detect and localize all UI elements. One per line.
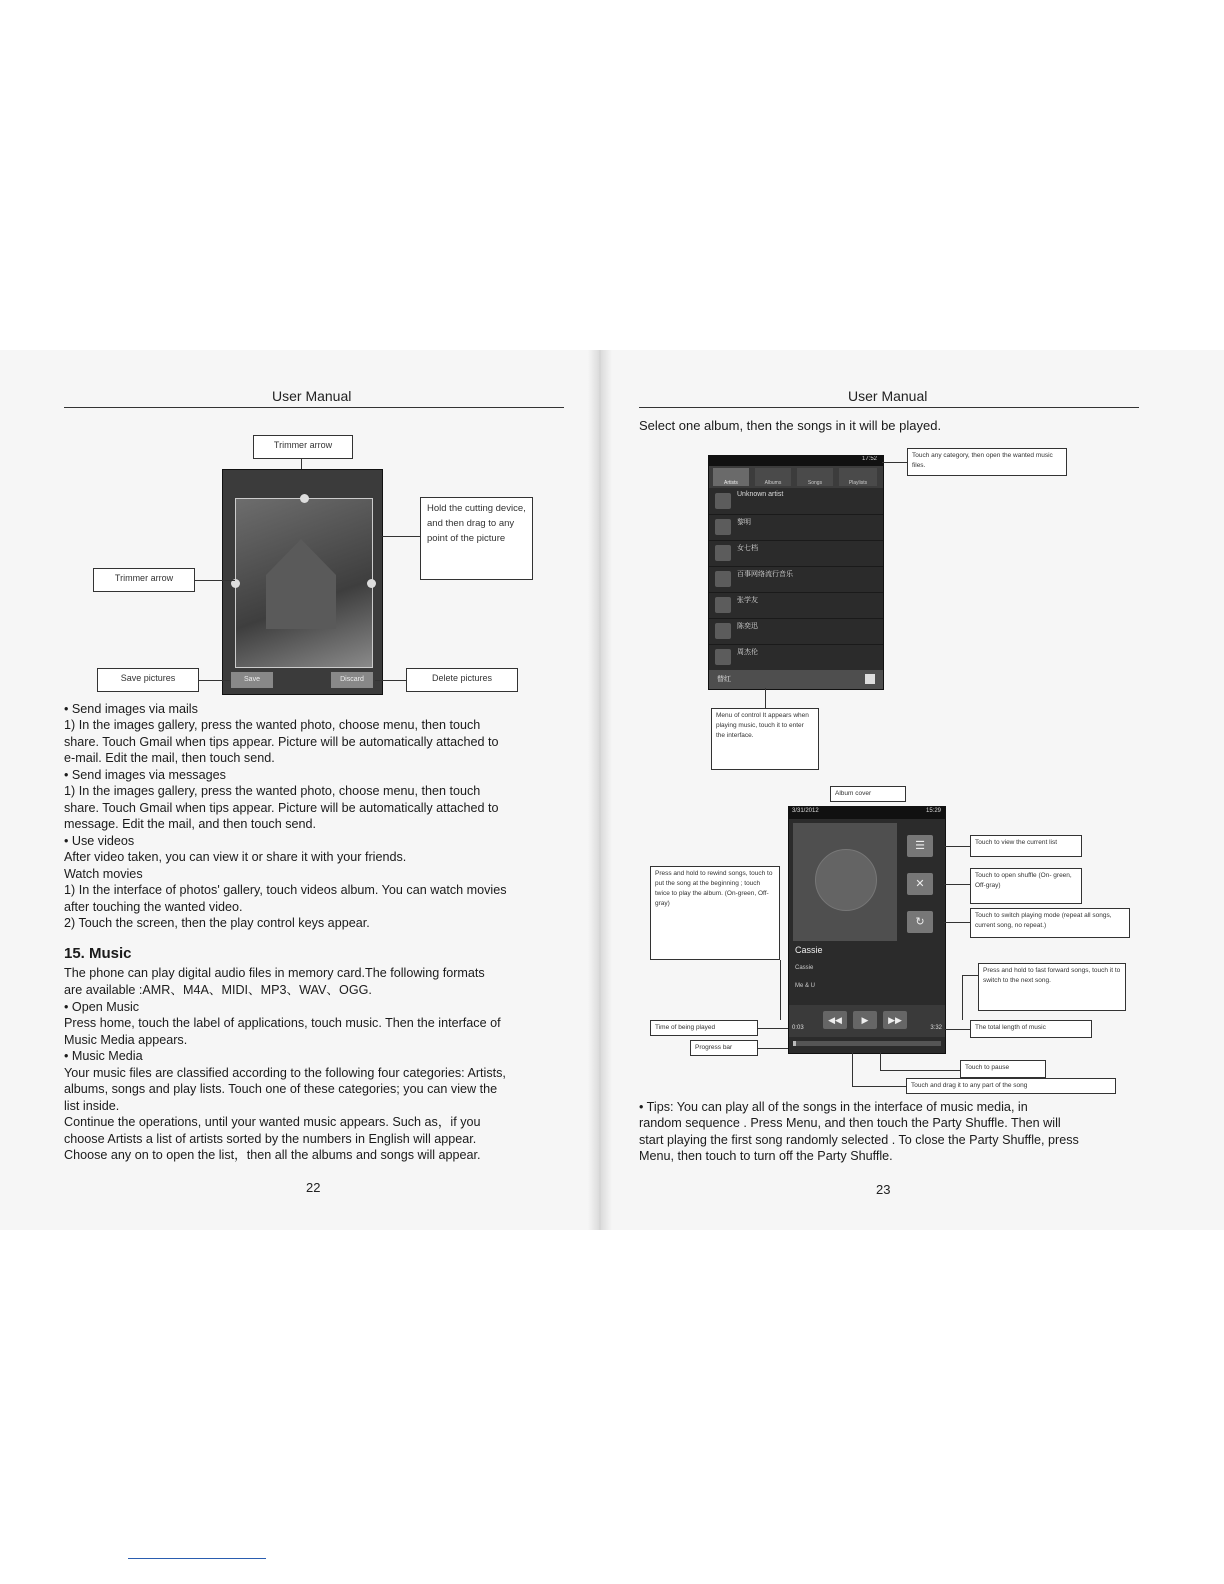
section-title-music: 15. Music (64, 945, 132, 962)
left-text-line: choose Artists a list of artists sorted by the numbers in English will appear. (64, 1132, 477, 1146)
right-tips-line: Menu, then touch to turn off the Party Shuffle. (639, 1149, 893, 1163)
left-text-line: • Send images via messages (64, 768, 226, 782)
arrow-line (758, 1048, 788, 1049)
list-item-label: 黎明 (737, 519, 751, 526)
song-title: Cassie (795, 945, 823, 955)
list-item[interactable] (709, 540, 883, 567)
status-bar (789, 807, 945, 819)
right-page-number: 23 (876, 1182, 891, 1197)
left-header-rule (64, 407, 564, 408)
list-item-label: 张学友 (737, 597, 758, 604)
play-icon[interactable] (865, 674, 875, 684)
arrow-line (199, 680, 230, 681)
tab-songs[interactable]: Songs (797, 468, 833, 486)
status-time: 15:29 (925, 808, 941, 814)
callout-pause: Touch to pause (960, 1060, 1046, 1078)
left-text-line: • Music Media (64, 1049, 143, 1063)
arrow-line (880, 1070, 960, 1071)
left-text-line: Watch movies (64, 867, 143, 881)
callout-touch-category: Touch any category, then open the wanted music files. (907, 448, 1067, 476)
arrow-line (381, 536, 420, 537)
list-item-label: 百事网络流行音乐 (737, 571, 793, 578)
callout-total-length: The total length of music (970, 1020, 1092, 1038)
arrow-line (880, 1052, 881, 1070)
left-page-header: User Manual (272, 388, 352, 404)
arrow-line (758, 1028, 788, 1029)
progress-fill (793, 1041, 796, 1046)
left-text-line: After video taken, you can view it or share it with your friends. (64, 850, 407, 864)
left-text-line: • Use videos (64, 834, 135, 848)
player-controls (789, 1005, 945, 1037)
callout-drag-progress: Touch and drag it to any part of the song (906, 1078, 1116, 1094)
artist-name: Cassie (795, 965, 814, 971)
music-library-screenshot (708, 455, 884, 690)
arrow-line (852, 1052, 853, 1086)
fast-forward-button[interactable]: ▶▶ (883, 1011, 907, 1029)
arrow-line (375, 680, 406, 681)
tab-albums[interactable]: Albums (755, 468, 791, 486)
left-text-line: share. Touch Gmail when tips appear. Picture will be automatically attached to (64, 735, 499, 749)
tab-artists[interactable]: Artists (713, 468, 749, 486)
left-text-line: The phone can play digital audio files in memory card.The following formats (64, 966, 485, 980)
callout-trimmer-arrow-top: Trimmer arrow (253, 435, 353, 459)
left-text-line: 1) In the interface of photos' gallery, touch videos album. You can watch movies (64, 883, 507, 897)
list-item-label: 周杰伦 (737, 649, 758, 656)
book-gutter (588, 350, 612, 1230)
arrow-line (944, 1029, 970, 1030)
callout-hold-cutting: Hold the cutting device, and then drag to any point of the picture (420, 497, 533, 580)
left-text-line: Press home, touch the label of applications, touch music. Then the interface of (64, 1016, 501, 1030)
list-item[interactable] (709, 488, 883, 515)
callout-rewind: Press and hold to rewind songs, touch to put the song at the beginning ; touch twice to play the album. (On-green, Off-gray) (650, 866, 780, 960)
left-text-line: message. Edit the mail, and then touch send. (64, 817, 317, 831)
arrow-line (944, 884, 970, 885)
arrow-line (780, 960, 781, 1020)
repeat-button[interactable]: ↻ (907, 911, 933, 933)
album-icon (715, 623, 731, 639)
disc-icon (815, 849, 877, 911)
current-list-button[interactable]: ☰ (907, 835, 933, 857)
pause-button[interactable]: ▶ (853, 1011, 877, 1029)
album-icon (715, 545, 731, 561)
total-time: 3:32 (930, 1025, 942, 1031)
house-shape (266, 539, 336, 629)
list-item[interactable] (709, 618, 883, 645)
tab-playlists[interactable]: Playlists (839, 468, 877, 486)
arrow-line (195, 580, 235, 581)
callout-current-list: Touch to view the current list (970, 835, 1082, 857)
left-text-line: albums, songs and play lists. Touch one of these categories; you can view the (64, 1082, 498, 1096)
arrow-line (882, 462, 907, 463)
left-text-line: • Open Music (64, 1000, 140, 1014)
arrow-line (765, 688, 766, 710)
category-tabs (709, 466, 883, 488)
left-text-line: e-mail. Edit the mail, then touch send. (64, 751, 275, 765)
list-item-label: 女七档 (737, 545, 758, 552)
callout-repeat: Touch to switch playing mode (repeat all songs, current song, no repeat.) (970, 908, 1130, 938)
album-icon (715, 493, 731, 509)
list-item-label: 陈奕迅 (737, 623, 758, 630)
shuffle-button[interactable]: ✕ (907, 873, 933, 895)
left-text-line: • Send images via mails (64, 702, 198, 716)
left-text-line: Music Media appears. (64, 1033, 188, 1047)
arrow-line (944, 846, 970, 847)
album-icon (715, 571, 731, 587)
left-text-line: 1) In the images gallery, press the wanted photo, choose menu, then touch (64, 718, 481, 732)
rewind-button[interactable]: ◀◀ (823, 1011, 847, 1029)
right-tips-line: • Tips: You can play all of the songs in the interface of music media, in (639, 1100, 1028, 1114)
callout-album-cover: Album cover (830, 786, 906, 802)
callout-delete-pictures: Delete pictures (406, 668, 518, 692)
album-icon (715, 519, 731, 535)
arrow-line (962, 975, 978, 976)
left-text-line: list inside. (64, 1099, 120, 1113)
callout-menu-of-control: Menu of control It appears when playing music, touch it to enter the interface. (711, 708, 819, 770)
right-page-header: User Manual (848, 388, 928, 404)
arrow-line (852, 1086, 906, 1087)
right-tips-line: start playing the first song randomly selected . To close the Party Shuffle, press (639, 1133, 1079, 1147)
list-item[interactable] (709, 514, 883, 541)
left-text-line: share. Touch Gmail when tips appear. Picture will be automatically attached to (64, 801, 499, 815)
left-text-line: Your music files are classified according to the following four categories: Artists, (64, 1066, 506, 1080)
left-text-line: Continue the operations, until your wanted music appears. Such as，if you (64, 1115, 481, 1129)
trimmer-handle-top[interactable] (300, 494, 309, 503)
progress-bar[interactable] (793, 1041, 941, 1046)
bottom-edge-line (128, 1558, 266, 1559)
status-time: 17:52 (861, 456, 877, 462)
left-text-line: are available :AMR、M4A、MIDI、MP3、WAV、OGG. (64, 983, 372, 997)
status-date: 3/31/2012 (792, 808, 819, 814)
list-item[interactable] (709, 566, 883, 593)
album-name: Me & U (795, 983, 816, 989)
right-header-rule (639, 407, 1139, 408)
callout-progress-bar: Progress bar (690, 1040, 758, 1056)
list-item[interactable] (709, 592, 883, 619)
album-icon (715, 597, 731, 613)
crop-save-button[interactable]: Save (231, 672, 273, 688)
left-text-line: Choose any on to open the list，then all the albums and songs will appear. (64, 1148, 481, 1162)
left-text-line: 1) In the images gallery, press the wanted photo, choose menu, then touch (64, 784, 481, 798)
elapsed-time: 0:03 (792, 1025, 804, 1031)
callout-time-played: Time of being played (650, 1020, 758, 1036)
callout-save-pictures: Save pictures (97, 668, 199, 692)
callout-trimmer-arrow-left: Trimmer arrow (93, 568, 195, 592)
music-player-screenshot (788, 806, 946, 1054)
album-cover (793, 823, 897, 941)
now-playing-bar[interactable] (709, 670, 883, 689)
callout-fast-forward: Press and hold to fast forward songs, touch it to switch to the next song. (978, 963, 1126, 1011)
right-tips-line: random sequence . Press Menu, and then touch the Party Shuffle. Then will (639, 1116, 1061, 1130)
image-crop-screenshot (222, 469, 383, 695)
list-item[interactable] (709, 644, 883, 671)
left-text-line: after touching the wanted video. (64, 900, 243, 914)
left-text-line: 2) Touch the screen, then the play control keys appear. (64, 916, 370, 930)
crop-picture (235, 498, 373, 668)
callout-shuffle: Touch to open shuffle (On- green, Off-gray) (970, 868, 1082, 904)
arrow-line (962, 975, 963, 1020)
album-icon (715, 649, 731, 665)
arrow-line (944, 922, 970, 923)
crop-discard-button[interactable]: Discard (331, 672, 373, 688)
left-page-number: 22 (306, 1180, 321, 1195)
list-item-label: Unknown artist (737, 491, 784, 498)
now-playing-title: 替红 (717, 676, 731, 683)
trimmer-handle-right[interactable] (367, 579, 376, 588)
right-intro-text: Select one album, then the songs in it will be played. (639, 418, 942, 433)
status-bar (709, 456, 883, 466)
